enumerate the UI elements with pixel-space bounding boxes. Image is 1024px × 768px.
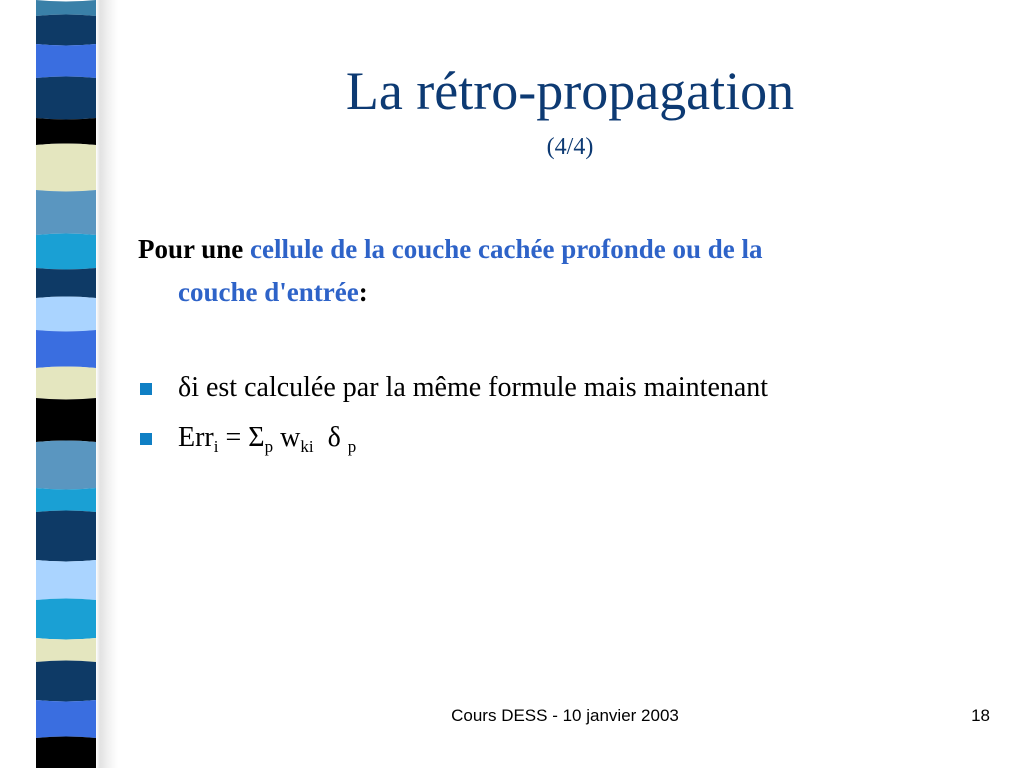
formula — [178, 418, 356, 458]
strip-band — [36, 44, 96, 78]
intro-prefix: Pour une — [138, 234, 251, 264]
square-bullet-icon — [140, 433, 152, 445]
strip-band — [36, 367, 96, 400]
intro-paragraph — [138, 228, 958, 314]
footer-page-number: 18 — [971, 706, 990, 725]
decorative-color-strip — [0, 0, 100, 768]
square-bullet-icon — [140, 383, 152, 395]
strip-band — [36, 700, 96, 738]
formula-w-subscript: ki — [300, 437, 314, 456]
strip-band — [36, 599, 96, 640]
strip-band — [36, 737, 96, 768]
strip-band — [36, 15, 96, 46]
formula-err-subscript: i — [213, 437, 219, 456]
strip-band — [36, 488, 96, 512]
formula-sigma: Σ — [248, 422, 265, 453]
bullet-text-body: i est calculée par la même formule mais maintenant — [191, 372, 769, 403]
strip-band — [36, 0, 96, 16]
strip-band — [36, 560, 96, 600]
strip-band — [36, 190, 96, 235]
strip-band — [36, 77, 96, 120]
formula-w: w — [273, 422, 301, 453]
formula-delta: δ — [327, 422, 341, 453]
slide-title: La rétro-propagation — [345, 61, 795, 121]
strip-band — [36, 330, 96, 368]
strip-band — [36, 118, 96, 145]
footer-course-date: Cours DESS - 10 janvier 2003 — [451, 706, 679, 725]
formula-err: Err — [178, 422, 214, 453]
strip-band — [36, 268, 96, 298]
strip-band — [36, 661, 96, 702]
formula-equals: = — [218, 422, 249, 453]
strip-band — [36, 511, 96, 562]
strip-band — [36, 638, 96, 662]
formula-sigma-subscript: p — [264, 437, 274, 456]
intro-highlight-line2: couche d'entrée — [178, 277, 359, 307]
strip-band — [36, 441, 96, 490]
delta-symbol: δ — [178, 372, 192, 403]
formula-delta-subscript: p — [347, 437, 357, 456]
bullet-text — [178, 368, 768, 408]
intro-suffix: : — [358, 277, 368, 307]
strip-band — [36, 297, 96, 332]
slide-subtitle: (4/4) — [546, 134, 594, 160]
strip-band — [36, 398, 96, 442]
strip-band — [36, 234, 96, 270]
intro-highlight-line1: cellule de la couche cachée profonde ou de la — [250, 234, 763, 264]
strip-band — [36, 144, 96, 192]
